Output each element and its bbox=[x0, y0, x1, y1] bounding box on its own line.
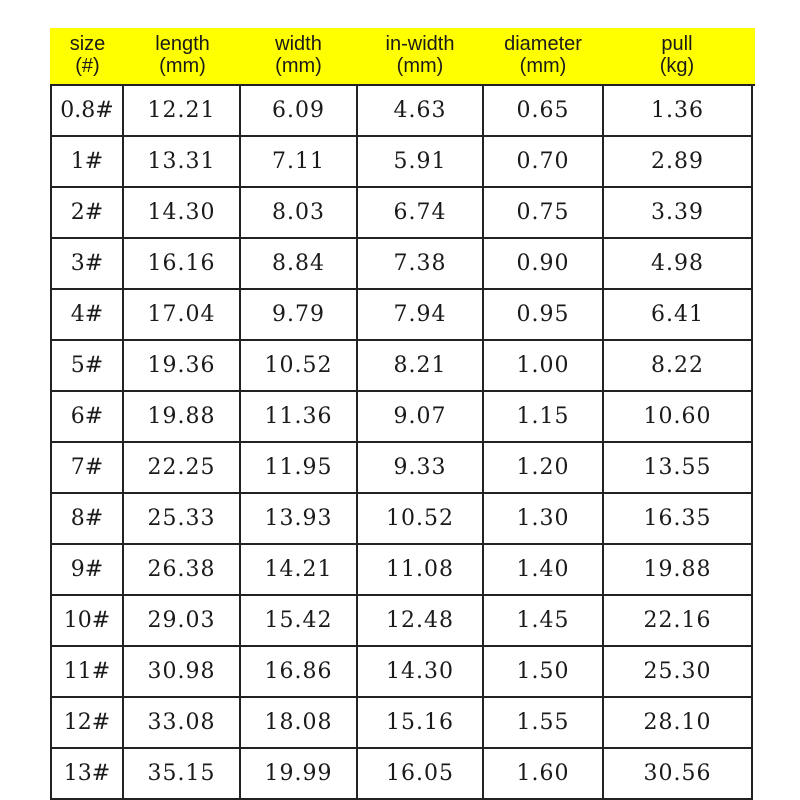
table-cell-pull: 3.39 bbox=[604, 188, 753, 239]
table-cell-in-width: 4.63 bbox=[358, 86, 484, 137]
table-body bbox=[50, 84, 755, 800]
table-cell-pull: 25.30 bbox=[604, 647, 753, 698]
table-cell-diameter: 1.40 bbox=[484, 545, 604, 596]
table-cell-diameter: 0.95 bbox=[484, 290, 604, 341]
table-cell-width: 10.52 bbox=[241, 341, 358, 392]
table-cell-pull: 2.89 bbox=[604, 137, 753, 188]
table-cell-pull: 28.10 bbox=[604, 698, 753, 749]
table-header bbox=[50, 28, 755, 84]
table-cell-size: 3# bbox=[52, 239, 124, 290]
table-cell-size: 6# bbox=[52, 392, 124, 443]
table-cell-in-width: 15.16 bbox=[358, 698, 484, 749]
table-cell-diameter: 0.70 bbox=[484, 137, 604, 188]
table-cell-width: 8.84 bbox=[241, 239, 358, 290]
table-cell-diameter: 1.30 bbox=[484, 494, 604, 545]
table-cell-in-width: 5.91 bbox=[358, 137, 484, 188]
table-cell-length: 13.31 bbox=[124, 137, 241, 188]
table-cell-diameter: 1.20 bbox=[484, 443, 604, 494]
table-cell-size: 0.8# bbox=[52, 86, 124, 137]
table-cell-size: 8# bbox=[52, 494, 124, 545]
table-cell-size: 2# bbox=[52, 188, 124, 239]
table-cell-width: 14.21 bbox=[241, 545, 358, 596]
table-cell-length: 25.33 bbox=[124, 494, 241, 545]
table-cell-length: 16.16 bbox=[124, 239, 241, 290]
table-cell-diameter: 1.00 bbox=[484, 341, 604, 392]
table-cell-size: 5# bbox=[52, 341, 124, 392]
table-cell-pull: 8.22 bbox=[604, 341, 753, 392]
table-cell-length: 19.36 bbox=[124, 341, 241, 392]
table-cell-length: 12.21 bbox=[124, 86, 241, 137]
table-cell-length: 33.08 bbox=[124, 698, 241, 749]
table-cell-width: 8.03 bbox=[241, 188, 358, 239]
table-cell-size: 9# bbox=[52, 545, 124, 596]
table-cell-length: 30.98 bbox=[124, 647, 241, 698]
table-cell-length: 22.25 bbox=[124, 443, 241, 494]
table-cell-size: 11# bbox=[52, 647, 124, 698]
table-cell-length: 19.88 bbox=[124, 392, 241, 443]
table-cell-width: 7.11 bbox=[241, 137, 358, 188]
header-in-width: in-width (mm) bbox=[385, 33, 455, 77]
header-size: size (#) bbox=[69, 33, 106, 77]
table-cell-length: 29.03 bbox=[124, 596, 241, 647]
table-cell-diameter: 0.90 bbox=[484, 239, 604, 290]
table-cell-pull: 10.60 bbox=[604, 392, 753, 443]
table-cell-length: 26.38 bbox=[124, 545, 241, 596]
table-cell-width: 11.95 bbox=[241, 443, 358, 494]
table-cell-in-width: 11.08 bbox=[358, 545, 484, 596]
table-cell-pull: 1.36 bbox=[604, 86, 753, 137]
table-cell-width: 15.42 bbox=[241, 596, 358, 647]
table-cell-size: 7# bbox=[52, 443, 124, 494]
table-cell-pull: 22.16 bbox=[604, 596, 753, 647]
table-cell-size: 4# bbox=[52, 290, 124, 341]
header-length: length (mm) bbox=[155, 33, 210, 77]
table-cell-diameter: 1.50 bbox=[484, 647, 604, 698]
table-cell-size: 1# bbox=[52, 137, 124, 188]
table-cell-diameter: 0.75 bbox=[484, 188, 604, 239]
table-cell-length: 17.04 bbox=[124, 290, 241, 341]
table-cell-width: 16.86 bbox=[241, 647, 358, 698]
table-cell-in-width: 7.94 bbox=[358, 290, 484, 341]
table-cell-width: 19.99 bbox=[241, 749, 358, 800]
table-cell-size: 10# bbox=[52, 596, 124, 647]
table-cell-width: 9.79 bbox=[241, 290, 358, 341]
table-cell-pull: 13.55 bbox=[604, 443, 753, 494]
table-cell-width: 18.08 bbox=[241, 698, 358, 749]
table-cell-diameter: 1.55 bbox=[484, 698, 604, 749]
table-cell-length: 35.15 bbox=[124, 749, 241, 800]
table-cell-size: 13# bbox=[52, 749, 124, 800]
header-width: width (mm) bbox=[275, 33, 322, 77]
table-cell-pull: 19.88 bbox=[604, 545, 753, 596]
header-diameter: diameter (mm) bbox=[504, 33, 582, 77]
table-cell-width: 11.36 bbox=[241, 392, 358, 443]
table-cell-in-width: 12.48 bbox=[358, 596, 484, 647]
table-cell-pull: 30.56 bbox=[604, 749, 753, 800]
table-cell-pull: 6.41 bbox=[604, 290, 753, 341]
table-cell-in-width: 10.52 bbox=[358, 494, 484, 545]
table-cell-in-width: 8.21 bbox=[358, 341, 484, 392]
table-cell-pull: 16.35 bbox=[604, 494, 753, 545]
table-cell-in-width: 9.07 bbox=[358, 392, 484, 443]
table-cell-diameter: 1.45 bbox=[484, 596, 604, 647]
table-cell-in-width: 16.05 bbox=[358, 749, 484, 800]
spec-table bbox=[50, 28, 755, 800]
table-cell-width: 13.93 bbox=[241, 494, 358, 545]
table-cell-in-width: 7.38 bbox=[358, 239, 484, 290]
table-cell-diameter: 1.15 bbox=[484, 392, 604, 443]
table-cell-in-width: 14.30 bbox=[358, 647, 484, 698]
table-cell-size: 12# bbox=[52, 698, 124, 749]
table-cell-width: 6.09 bbox=[241, 86, 358, 137]
table-cell-pull: 4.98 bbox=[604, 239, 753, 290]
table-cell-length: 14.30 bbox=[124, 188, 241, 239]
table-cell-in-width: 9.33 bbox=[358, 443, 484, 494]
table-cell-diameter: 1.60 bbox=[484, 749, 604, 800]
table-cell-diameter: 0.65 bbox=[484, 86, 604, 137]
table-cell-in-width: 6.74 bbox=[358, 188, 484, 239]
header-pull: pull (kg) bbox=[659, 33, 695, 77]
